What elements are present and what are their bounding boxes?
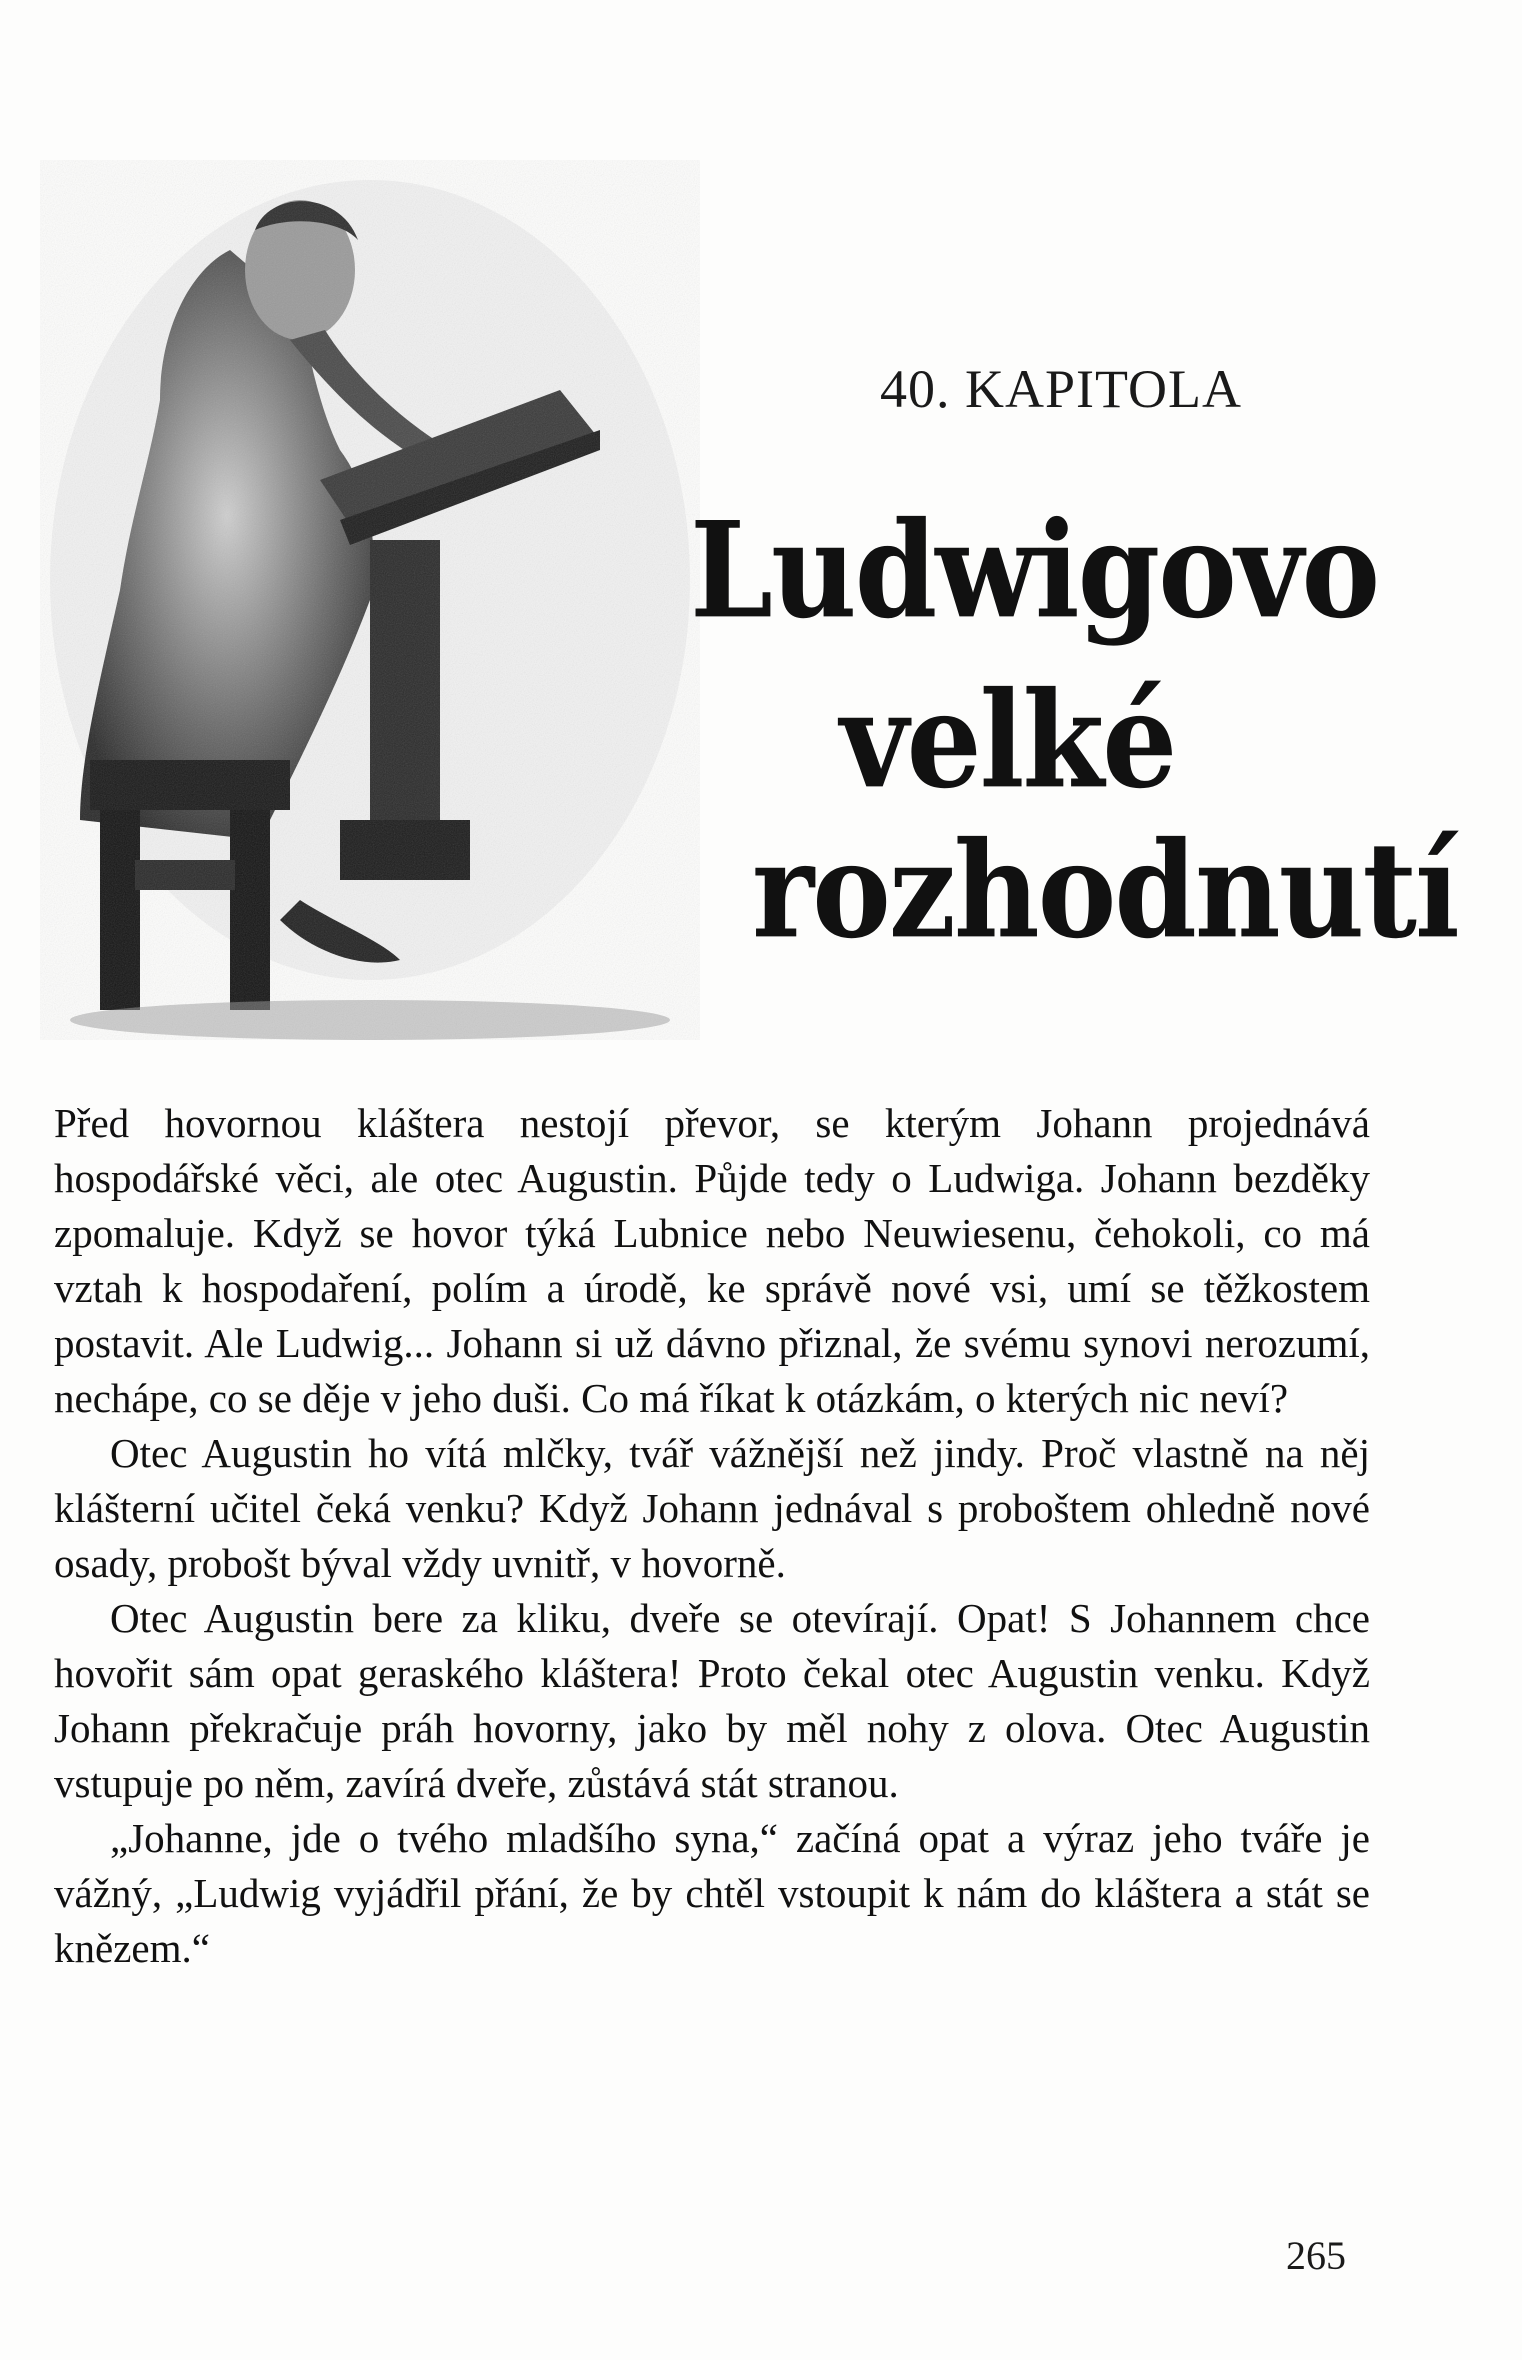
chapter-body-text [54, 1096, 1370, 1976]
paragraph: „Johanne, jde o tvého mladšího syna,“ začíná opat a výraz jeho tváře je vážný, „Ludwig vyjádřil přání, že by chtěl vstoupit k nám do kláštera a stát se knězem.“ [54, 1815, 1370, 1971]
chapter-title-line-3: rozhodnutí [752, 812, 1458, 968]
chapter-number: 40. KAPITOLA [880, 359, 1242, 419]
chapter-title-line-2: velké [840, 662, 1176, 818]
paragraph: Otec Augustin bere za kliku, dveře se otevírají. Opat! S Johannem chce hovořit sám opat geraského kláštera! Proto čekal otec Augustin venku. Když Johann překračuje práh hovorny, jako by měl nohy z olova. Otec Augustin vstupuje po něm, zavírá dveře, zůstává stát stranou. [54, 1595, 1370, 1806]
monk-writing-at-desk-icon [40, 160, 700, 1040]
page-number: 265 [1286, 2233, 1346, 2278]
paragraph: Před hovornou kláštera nestojí převor, se kterým Johann projednává hospodářské věci, ale otec Augustin. Půjde tedy o Ludwiga. Johann bezděky zpomaluje. Když se hovor týká Lubnice nebo Neuwiesenu, čehokoli, co má vztah k hospodaření, polím a úrodě, ke správě nové vsi, umí se těžkostem postavit. Ale Ludwig... Johann si už dávno přiznal, že svému synovi nerozumí, nechápe, co se děje v jeho duši. Co má říkat k otázkám, o kterých nic neví? [54, 1100, 1370, 1421]
chapter-title-line-1: Ludwigovo [690, 492, 1379, 648]
paragraph: Otec Augustin ho vítá mlčky, tvář vážnější než jindy. Proč vlastně na něj klášterní učitel čeká venku? Když Johann jednával s proboštem ohledně nové osady, probošt býval vždy uvnitř, v hovorně. [54, 1430, 1370, 1586]
